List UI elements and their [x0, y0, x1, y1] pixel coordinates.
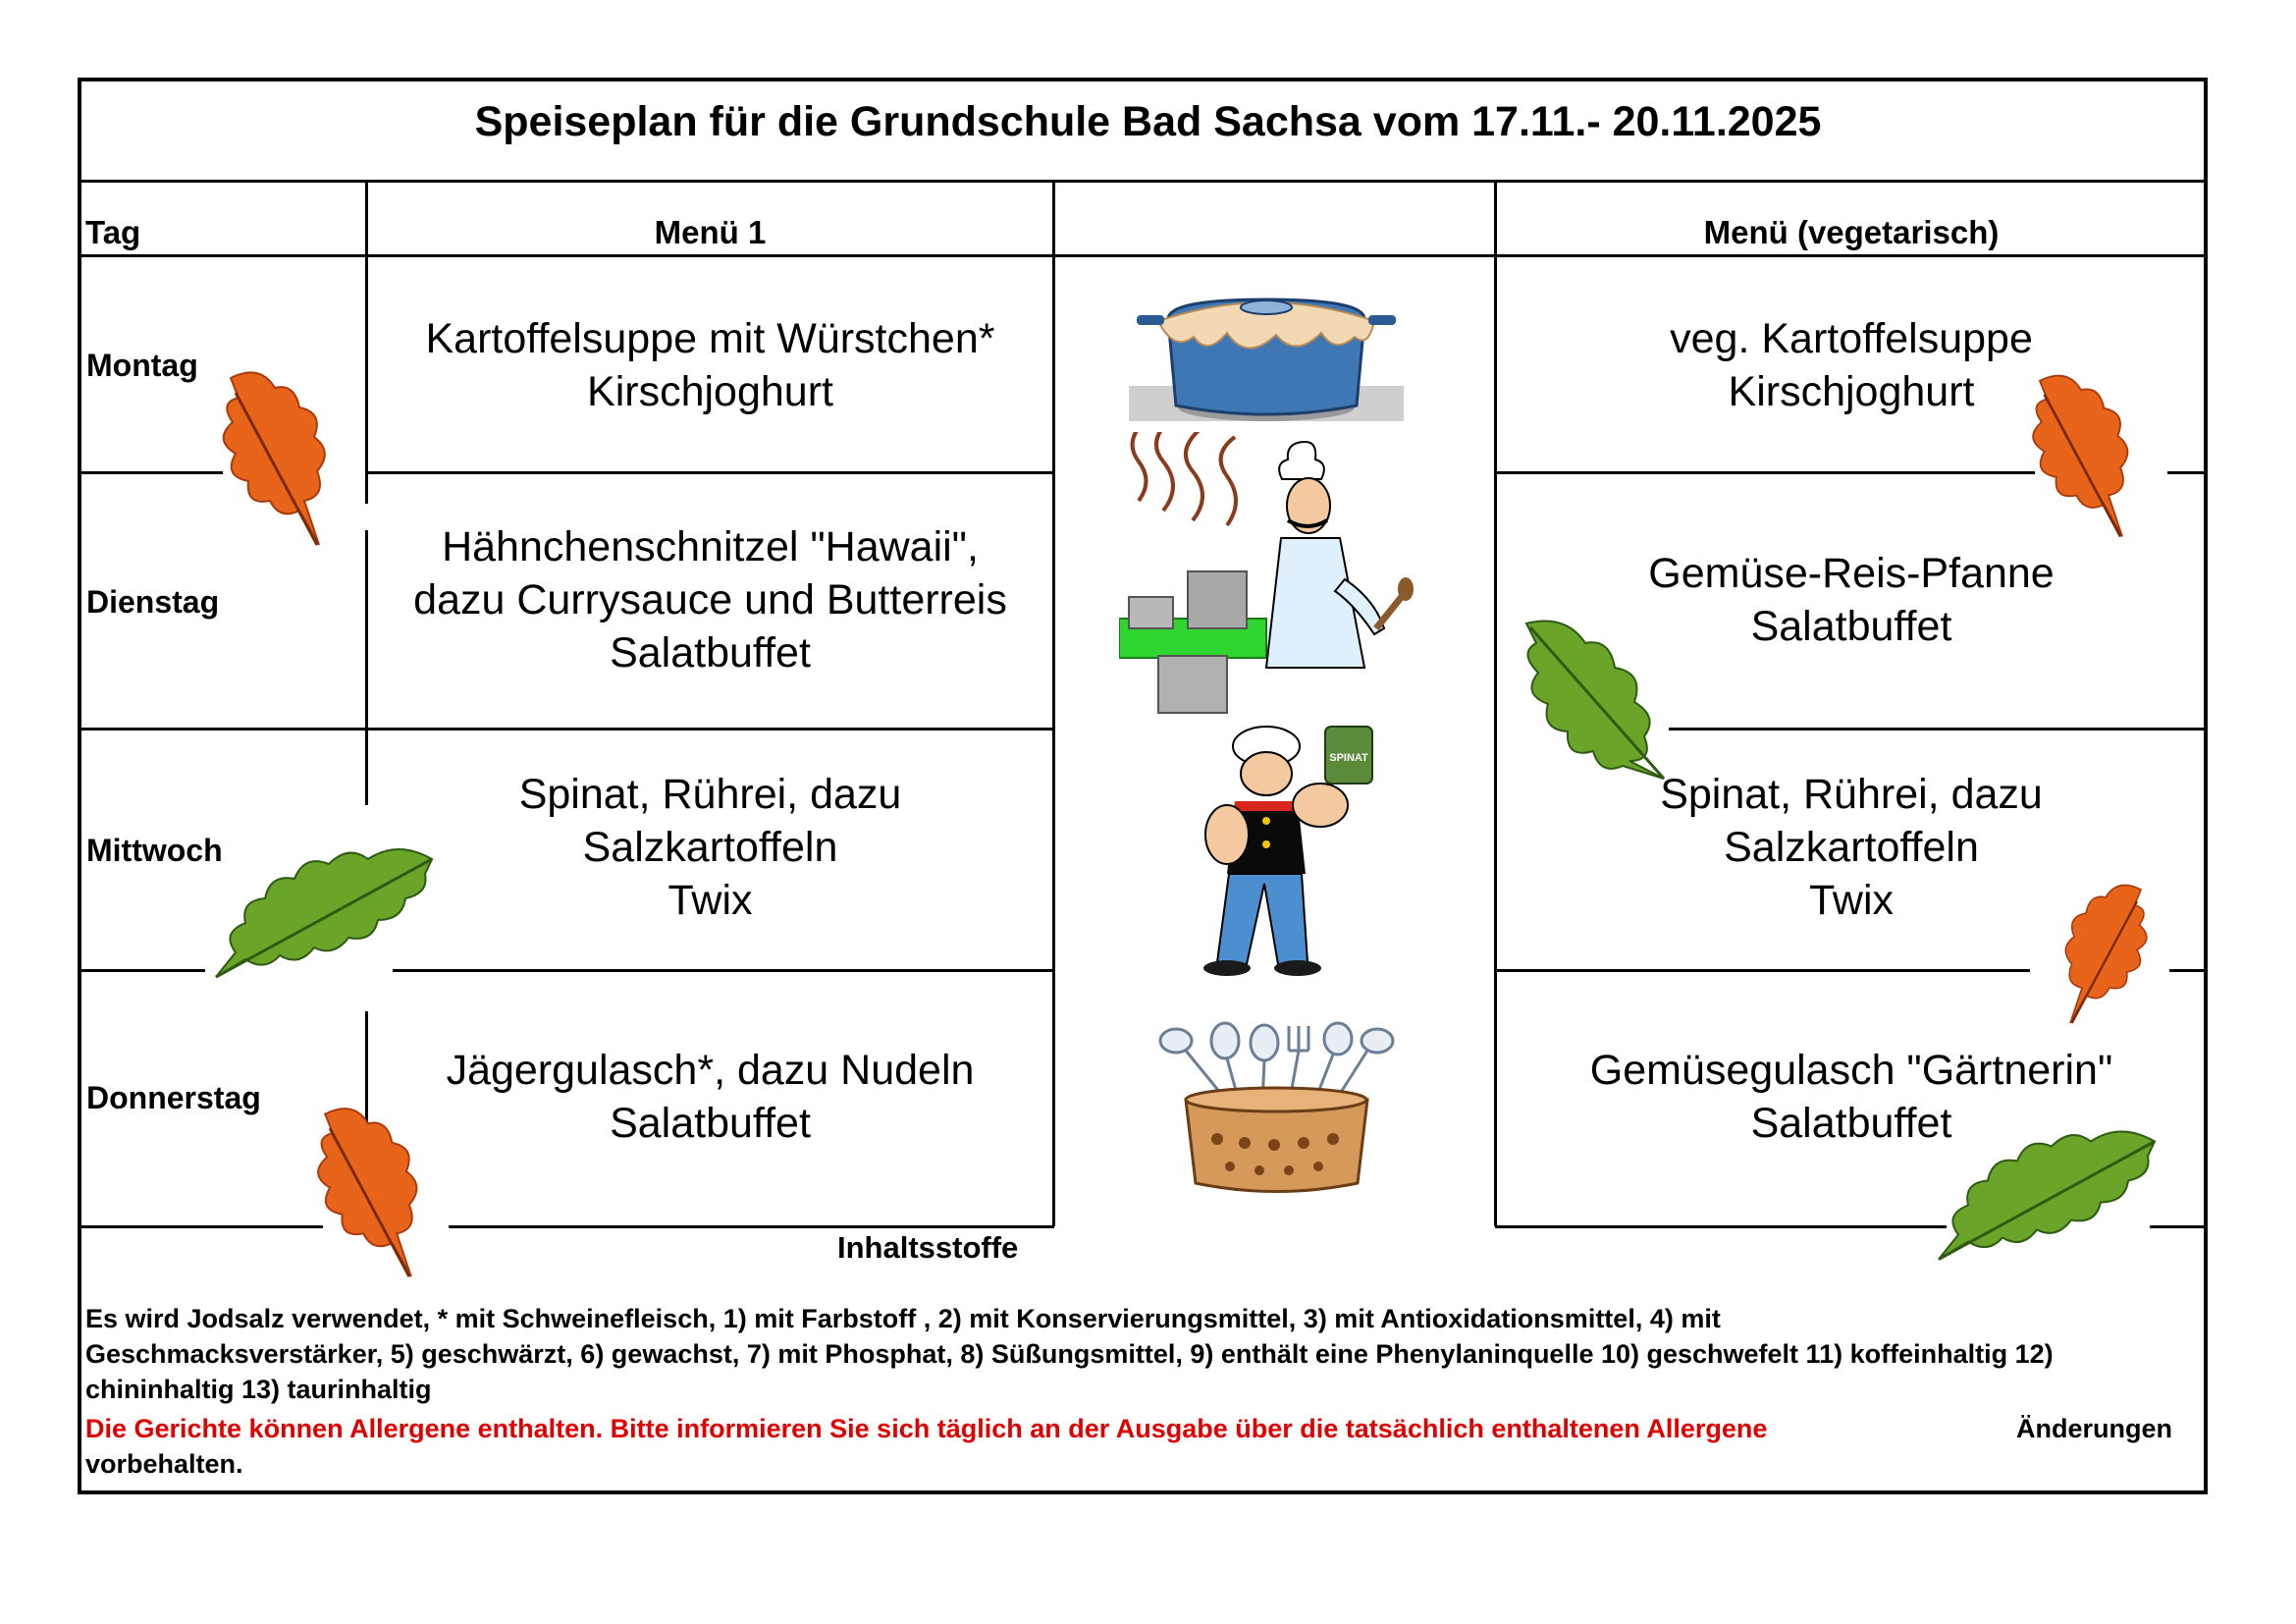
- green-leaf-icon: [1517, 614, 1674, 781]
- dish-line: Salatbuffet: [1750, 603, 1952, 650]
- day-donnerstag: Donnerstag: [86, 1080, 261, 1115]
- svg-text:SPINAT: SPINAT: [1329, 752, 1368, 764]
- dish-line: Salzkartoffeln: [582, 824, 838, 871]
- dish-line: Gemüse-Reis-Pfanne: [1648, 550, 2055, 597]
- popeye-illustration: [1188, 707, 1384, 982]
- day-dienstag: Dienstag: [86, 584, 220, 620]
- header-menu-veg: Menü (vegetarisch): [1703, 214, 2000, 250]
- dish-line: Gemüsegulasch "Gärtnerin": [1589, 1047, 2113, 1094]
- allergen-warning: Die Gerichte können Allergene enthalten. Bitte informieren Sie sich täglich an der Ausgabe über die tatsächlich enthaltenen Allergene: [85, 1414, 1768, 1443]
- header-day: Tag: [85, 214, 141, 250]
- row-divider-1b: [367, 471, 1054, 474]
- utensil-pot-illustration: [1147, 1021, 1407, 1198]
- dish-line: Salatbuffet: [610, 1100, 811, 1147]
- dish-line: Salatbuffet: [1750, 1100, 1952, 1147]
- changes-note-2: vorbehalten.: [85, 1449, 243, 1479]
- ingredients-heading: Inhaltsstoffe: [837, 1230, 1019, 1265]
- row-divider-2a: [78, 728, 1054, 731]
- row-divider-3c: [1495, 969, 2030, 972]
- changes-note-1: Änderungen: [2016, 1414, 2172, 1443]
- dish-line: Twix: [667, 877, 753, 924]
- header-divider: [78, 254, 2208, 257]
- row-divider-4b: [449, 1225, 1054, 1228]
- dish-line: Twix: [1809, 877, 1894, 924]
- row-divider-1c: [1495, 471, 2035, 474]
- row-divider-3b: [393, 969, 1054, 972]
- chef-illustration: [1119, 432, 1414, 727]
- row-divider-4a: [78, 1225, 323, 1228]
- header-menu1: Menü 1: [654, 214, 767, 250]
- dish-line: veg. Kartoffelsuppe: [1670, 315, 2033, 362]
- orange-leaf-icon: [2047, 874, 2164, 1031]
- row-divider-3d: [2169, 969, 2208, 972]
- orange-leaf-icon: [294, 1100, 442, 1281]
- orange-leaf-icon: [2012, 363, 2150, 545]
- page-title: Speiseplan für die Grundschule Bad Sachsa vom 17.11.- 20.11.2025: [474, 98, 1822, 145]
- dish-line: Kirschjoghurt: [1728, 368, 1975, 415]
- cooking-pot-illustration: [1129, 280, 1404, 447]
- dish-line: Hähnchenschnitzel "Hawaii",: [442, 523, 979, 570]
- dish-line: Spinat, Rührei, dazu: [518, 771, 902, 818]
- dish-line: Spinat, Rührei, dazu: [1660, 771, 2043, 818]
- green-leaf-icon: [1934, 1119, 2160, 1267]
- dish-line: Kirschjoghurt: [587, 368, 833, 415]
- menu1-mittwoch: [368, 768, 1052, 927]
- ingredients-line-1: Es wird Jodsalz verwendet, * mit Schweinefleisch, 1) mit Farbstoff , 2) mit Konservierungsmittel, 3) mit Antioxidationsmittel, 4) mit: [85, 1304, 1721, 1333]
- orange-leaf-icon: [201, 363, 348, 550]
- row-divider-1d: [2167, 471, 2208, 474]
- ingredients-line-2: Geschmacksverstärker, 5) geschwärzt, 6) gewachst, 7) mit Phosphat, 8) Süßungsmittel, 9) enthält eine Phenylaninquelle 10) geschwefelt 11) koffeinhaltig 12): [85, 1339, 2054, 1369]
- day-montag: Montag: [86, 348, 198, 383]
- row-divider-2b: [1669, 728, 2208, 731]
- menu1-donnerstag: [368, 1044, 1052, 1150]
- menu1-montag: [368, 312, 1052, 418]
- title-divider: [78, 180, 2208, 183]
- row-divider-4c: [1495, 1225, 1947, 1228]
- dish-line: dazu Currysauce und Butterreis: [413, 576, 1007, 623]
- menu1-dienstag: [368, 520, 1052, 679]
- green-leaf-icon: [211, 839, 437, 982]
- ingredients-line-3: chininhaltig 13) taurinhaltig: [85, 1375, 432, 1404]
- row-divider-3a: [78, 969, 205, 972]
- day-mittwoch: Mittwoch: [86, 833, 223, 868]
- col-divider-menu1: [1052, 180, 1055, 1226]
- dish-line: Jägergulasch*, dazu Nudeln: [446, 1047, 975, 1094]
- dish-line: Kartoffelsuppe mit Würstchen*: [425, 315, 995, 362]
- dish-line: Salzkartoffeln: [1724, 824, 1979, 871]
- dish-line: Salatbuffet: [610, 629, 811, 677]
